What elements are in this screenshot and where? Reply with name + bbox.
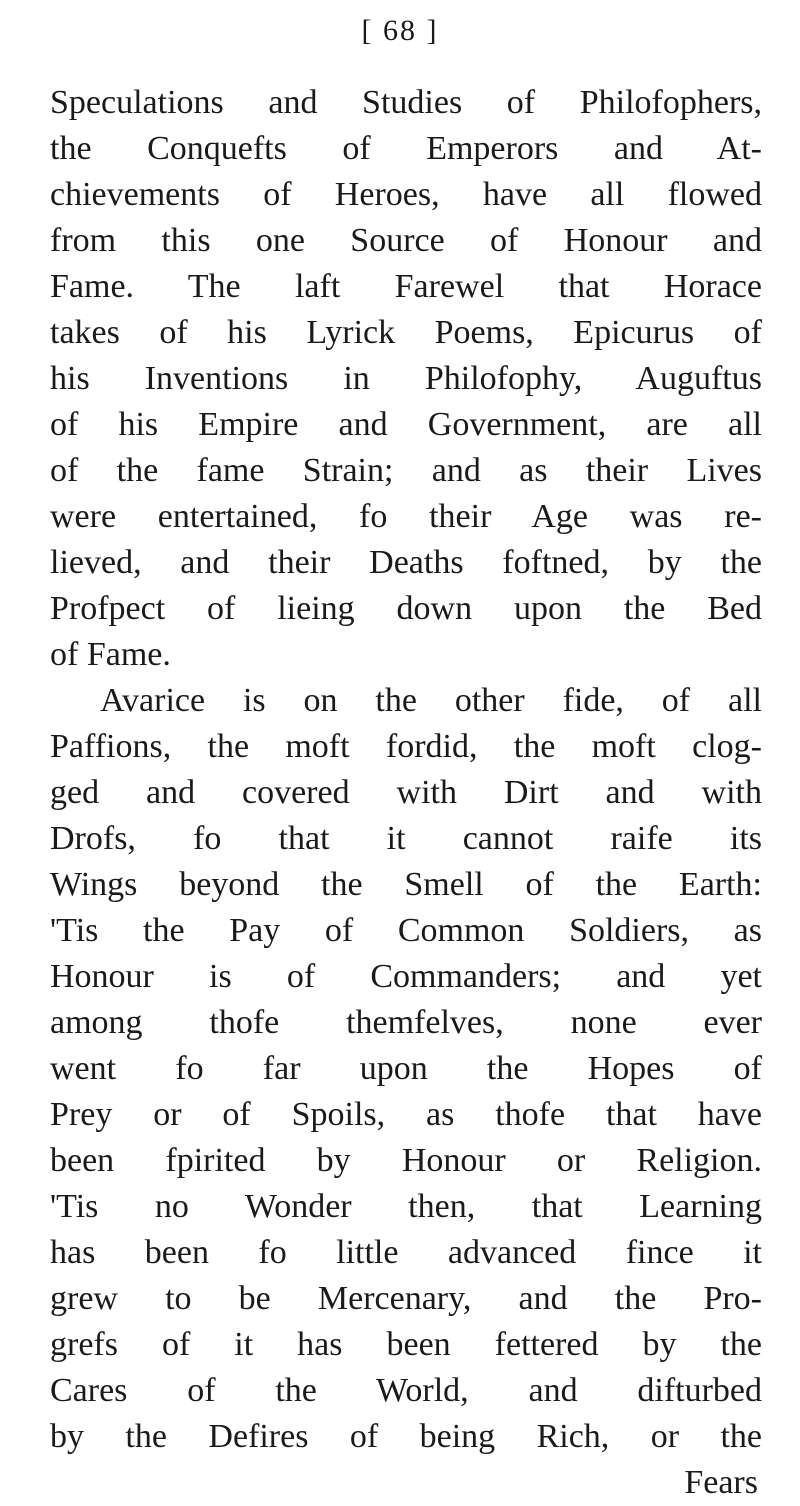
text-line: Cares of the World, and difturbed xyxy=(50,1372,762,1409)
text-line: chievements of Heroes, have all flowed xyxy=(50,176,762,213)
text-line: his Inventions in Philofophy, Auguftus xyxy=(50,360,762,397)
text-line: has been fo little advanced fince it xyxy=(50,1234,762,1271)
text-line: from this one Source of Honour and xyxy=(50,222,762,259)
text-line: grefs of it has been fettered by the xyxy=(50,1326,762,1363)
text-line: of the fame Strain; and as their Lives xyxy=(50,452,762,489)
catchword: Fears xyxy=(684,1464,758,1501)
text-line: Drofs, fo that it cannot raife its xyxy=(50,820,762,857)
text-line: went fo far upon the Hopes of xyxy=(50,1050,762,1087)
text-line: by the Defires of being Rich, or the xyxy=(50,1418,762,1455)
text-line: 'Tis no Wonder then, that Learning xyxy=(50,1188,762,1225)
text-line: Profpect of lieing down upon the Bed xyxy=(50,590,762,627)
text-line: Paffions, the moft fordid, the moft clog- xyxy=(50,728,762,765)
text-line: Avarice is on the other fide, of all xyxy=(100,682,762,719)
text-line: takes of his Lyrick Poems, Epicurus of xyxy=(50,314,762,351)
text-line: lieved, and their Deaths foftned, by the xyxy=(50,544,762,581)
text-line: Fame. The laft Farewel that Horace xyxy=(50,268,762,305)
text-line: Prey or of Spoils, as thofe that have xyxy=(50,1096,762,1133)
text-line: the Conquefts of Emperors and At- xyxy=(50,130,762,167)
text-line: were entertained, fo their Age was re- xyxy=(50,498,762,535)
text-line: among thofe themfelves, none ever xyxy=(50,1004,762,1041)
text-line: Speculations and Studies of Philofophers, xyxy=(50,84,762,121)
text-line: been fpirited by Honour or Religion. xyxy=(50,1142,762,1179)
text-line: of Fame. xyxy=(50,636,171,673)
text-line: grew to be Mercenary, and the Pro- xyxy=(50,1280,762,1317)
page-number: [ 68 ] xyxy=(361,14,439,47)
text-line: Honour is of Commanders; and yet xyxy=(50,958,762,995)
text-line: of his Empire and Government, are all xyxy=(50,406,762,443)
body-text xyxy=(50,80,762,1506)
text-line: ged and covered with Dirt and with xyxy=(50,774,762,811)
text-line: Wings beyond the Smell of the Earth: xyxy=(50,866,762,903)
text-line: 'Tis the Pay of Common Soldiers, as xyxy=(50,912,762,949)
